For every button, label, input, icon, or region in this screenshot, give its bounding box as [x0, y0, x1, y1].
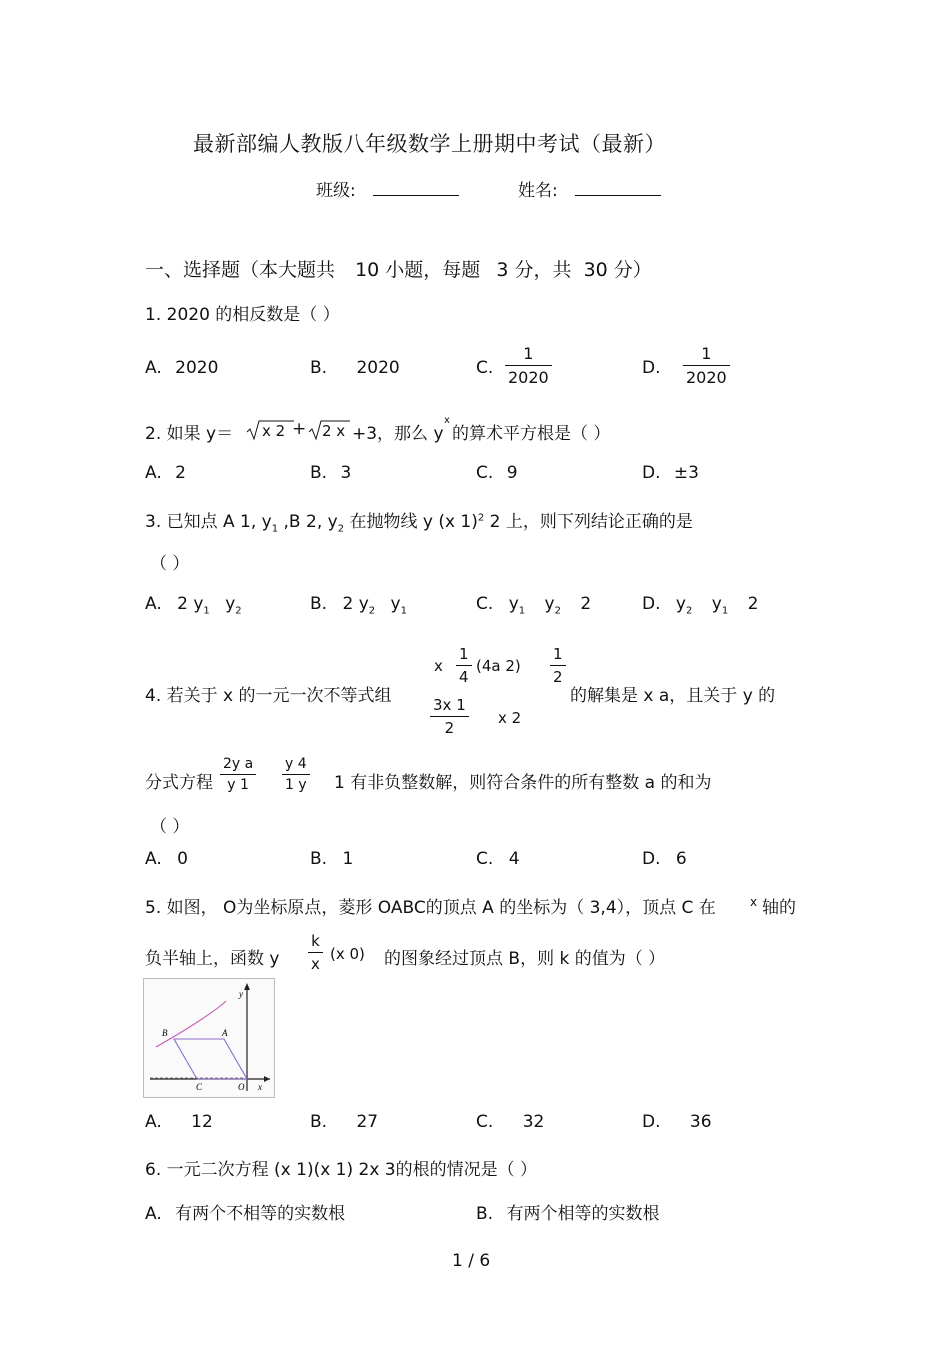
fraction-numerator: y 4	[285, 756, 307, 772]
q2-option-b[interactable]	[310, 463, 351, 483]
option-value: 2 y	[342, 594, 369, 614]
option-value: y	[711, 594, 722, 614]
subscript: 2	[235, 605, 242, 617]
q5-line2-lead: 负半轴上，函数 y	[145, 949, 280, 969]
rhombus	[174, 1039, 247, 1079]
q4-stem-after: 的解集是 x a，且关于 y 的	[570, 686, 776, 706]
q4-paren: （ ）	[150, 817, 190, 837]
q4-line2-tail: 1 有非负整数解，则符合条件的所有整数 a 的和为	[334, 773, 712, 793]
name-field	[518, 176, 661, 201]
subscript: 2	[368, 605, 376, 617]
q5-k-fraction	[308, 932, 323, 973]
q4-option-b[interactable]	[310, 849, 353, 869]
q5-option-d[interactable]	[642, 1112, 712, 1132]
fraction-denominator: 1 y	[285, 777, 307, 793]
section-count: 10	[355, 259, 380, 281]
option-label: A.	[145, 594, 162, 614]
option-label: A.	[145, 1112, 162, 1132]
option-label: A.	[145, 1204, 162, 1224]
q1-option-d-label[interactable]: D.	[642, 358, 661, 378]
option-label: B.	[310, 849, 328, 869]
option-label: B.	[310, 358, 328, 378]
section-total: 30	[583, 259, 608, 281]
option-value: 1	[342, 849, 354, 869]
fraction-bar	[456, 665, 472, 666]
fraction-bar	[505, 365, 552, 366]
q5-line1-tail: 轴的	[762, 898, 796, 918]
fraction-denominator: 2	[553, 668, 563, 686]
fraction-numerator: 3x 1	[433, 696, 466, 714]
subscript: 1	[400, 605, 407, 617]
option-label: C.	[476, 463, 494, 483]
subscript: 2	[554, 605, 561, 617]
q2-superscript: x	[444, 415, 450, 426]
option-value: 36	[689, 1112, 712, 1132]
option-value: 2020	[175, 358, 219, 378]
subscript: 2	[337, 523, 345, 535]
fraction-numerator: 1	[701, 344, 712, 363]
fraction-denominator: 2020	[686, 368, 727, 387]
name-label: 姓名:	[518, 181, 558, 201]
option-label: B.	[476, 1204, 494, 1224]
q3-option-d[interactable]	[642, 594, 758, 616]
hyperbola-curve	[156, 1001, 226, 1047]
q1-option-b[interactable]	[310, 358, 400, 378]
subscript: 1	[271, 523, 279, 535]
q5-option-c[interactable]	[476, 1112, 544, 1132]
q2-option-c[interactable]	[476, 463, 518, 483]
fraction-bar	[430, 716, 469, 717]
q4-ineq1-mid: (4a 2)	[476, 657, 521, 675]
option-value: 27	[356, 1112, 379, 1132]
subscript: 1	[203, 605, 210, 617]
q5-line1: 5. 如图， O为坐标原点，菱形 OABC的顶点 A 的坐标为（ 3,4），顶点 C 在	[145, 898, 716, 918]
option-label: B.	[310, 463, 328, 483]
option-value: 12	[191, 1112, 213, 1132]
section-fen2: 分）	[613, 259, 652, 281]
q2-stem-tail2: 的算术平方根是（ ）	[452, 424, 611, 444]
q4-ineq2-tail: x 2	[498, 709, 522, 727]
q4-ineq1-rfrac	[550, 645, 566, 686]
q5-x-small: x	[750, 895, 758, 909]
option-value: 32	[522, 1112, 545, 1132]
name-blank[interactable]	[575, 177, 661, 196]
option-label: D.	[642, 463, 661, 483]
q3-option-a[interactable]	[145, 594, 242, 616]
option-value: y	[225, 594, 236, 614]
q5-figure	[143, 978, 275, 1098]
option-label: D.	[642, 1112, 661, 1132]
option-label: D.	[642, 594, 661, 614]
section-heading	[145, 255, 652, 282]
q2-stem-lead: 2. 如果 y＝	[145, 424, 234, 444]
q4-frac-1	[220, 756, 256, 793]
q4-frac-2	[282, 756, 310, 793]
option-label: C.	[476, 594, 494, 614]
fraction-numerator: 1	[553, 645, 563, 663]
q4-option-c[interactable]	[476, 849, 520, 869]
q3-mid: ,B 2, y	[278, 512, 338, 532]
option-value: y	[675, 594, 686, 614]
class-blank[interactable]	[373, 177, 459, 196]
option-label: C.	[476, 849, 494, 869]
q5-line2-tail: 的图象经过顶点 B，则 k 的值为（ ）	[384, 949, 666, 969]
fraction-denominator: 4	[459, 668, 469, 686]
option-value: 2	[580, 594, 592, 614]
q4-stem-lead: 4. 若关于 x 的一元一次不等式组	[145, 686, 392, 706]
fraction-numerator: k	[311, 932, 320, 950]
section-fen1: 分，共	[514, 259, 572, 281]
option-value: 4	[508, 849, 520, 869]
rhombus-graph	[144, 979, 274, 1097]
option-label: A.	[145, 849, 162, 869]
q3-mid2: 在抛物线 y (x 1)	[344, 512, 478, 532]
option-value: ±3	[673, 463, 699, 483]
option-label: A.	[145, 463, 162, 483]
option-value: 9	[506, 463, 518, 483]
section-heading-text: 一、选择题（本大题共	[145, 259, 336, 281]
subscript: 2	[685, 605, 693, 617]
q5-option-b[interactable]	[310, 1112, 378, 1132]
option-value: 0	[177, 849, 188, 869]
q2-radicand-1: x 2	[262, 422, 286, 440]
q4-option-a[interactable]	[145, 849, 188, 869]
class-field	[316, 176, 459, 201]
q5-condition: (x 0)	[330, 945, 365, 963]
q3-option-c[interactable]	[476, 594, 591, 616]
q1-option-c-fraction[interactable]	[505, 344, 552, 387]
q4-line2-lead: 分式方程	[145, 773, 213, 793]
option-value: y	[544, 594, 555, 614]
fig-label-c: C	[196, 1082, 203, 1092]
fraction-denominator: x	[311, 955, 320, 973]
q3-tail: 2 上，则下列结论正确的是	[484, 512, 693, 532]
fraction-bar	[282, 774, 310, 775]
option-value: 3	[340, 463, 352, 483]
fig-label-a: A	[222, 1028, 228, 1038]
fraction-denominator: 2	[444, 719, 455, 737]
fraction-bar	[683, 365, 730, 366]
q6-option-b[interactable]	[476, 1199, 659, 1224]
q4-ineq2-frac	[430, 696, 469, 737]
fig-label-y: y	[239, 989, 243, 999]
option-value: 2020	[356, 358, 400, 378]
option-value: y	[508, 594, 519, 614]
option-value: 有两个不相等的实数根	[175, 1204, 346, 1224]
exponent: 2	[477, 512, 485, 524]
q2-radicand-2: 2 x	[322, 422, 346, 440]
q4-ineq1-frac	[456, 645, 472, 686]
fig-label-o: O	[238, 1082, 245, 1092]
q2-option-d[interactable]	[642, 463, 699, 483]
subscript: 1	[721, 605, 729, 617]
q2-stem-tail: +3，那么 y	[352, 424, 444, 444]
page-number: 1 / 6	[452, 1251, 491, 1271]
y-axis-arrow-icon	[244, 983, 250, 990]
subscript: 1	[518, 605, 526, 617]
option-label: D.	[642, 849, 661, 869]
class-label: 班级:	[316, 181, 356, 201]
fraction-denominator: 2020	[508, 368, 549, 387]
q3-lead: 3. 已知点 A 1, y	[145, 512, 272, 532]
q3-paren: （ ）	[150, 554, 190, 574]
option-value: 2	[747, 594, 759, 614]
q1-option-d-fraction[interactable]	[683, 344, 730, 387]
q6-stem: 6. 一元二次方程 (x 1)(x 1) 2x 3的根的情况是（ ）	[145, 1160, 538, 1180]
q4-ineq1-pre: x	[434, 657, 443, 675]
option-value: 有两个相等的实数根	[506, 1204, 660, 1224]
option-label: A.	[145, 358, 162, 378]
q3-option-b[interactable]	[310, 594, 407, 616]
option-label: C.	[476, 1112, 494, 1132]
q5-option-a[interactable]	[145, 1112, 213, 1132]
fraction-bar	[220, 774, 256, 775]
option-value: 2 y	[177, 594, 204, 614]
option-value: 6	[675, 849, 687, 869]
option-label: B.	[310, 1112, 328, 1132]
q1-option-c-label[interactable]: C.	[476, 358, 494, 378]
fraction-numerator: 2y a	[223, 756, 254, 772]
option-value: 2	[175, 463, 186, 483]
section-per: 3	[496, 259, 509, 281]
fraction-numerator: 1	[459, 645, 469, 663]
q2-option-a[interactable]	[145, 463, 186, 483]
q4-option-d[interactable]	[642, 849, 687, 869]
fraction-bar	[550, 665, 566, 666]
x-axis-arrow-icon	[264, 1076, 270, 1082]
section-heading-tail: 小题，每题	[385, 259, 481, 281]
q6-option-a[interactable]	[145, 1199, 345, 1224]
fraction-denominator: y 1	[227, 777, 249, 793]
q1-option-a[interactable]	[145, 358, 218, 378]
q1-stem: 1. 2020 的相反数是（ ）	[145, 305, 340, 325]
fraction-bar	[308, 952, 323, 953]
q3-stem	[145, 507, 693, 534]
fig-label-x: x	[258, 1082, 262, 1092]
fig-label-b: B	[162, 1028, 168, 1038]
page-title: 最新部编人教版八年级数学上册期中考试（最新）	[193, 132, 666, 156]
option-label: B.	[310, 594, 328, 614]
q2-plus: +	[292, 419, 307, 439]
option-value: y	[390, 594, 401, 614]
fraction-numerator: 1	[523, 344, 534, 363]
